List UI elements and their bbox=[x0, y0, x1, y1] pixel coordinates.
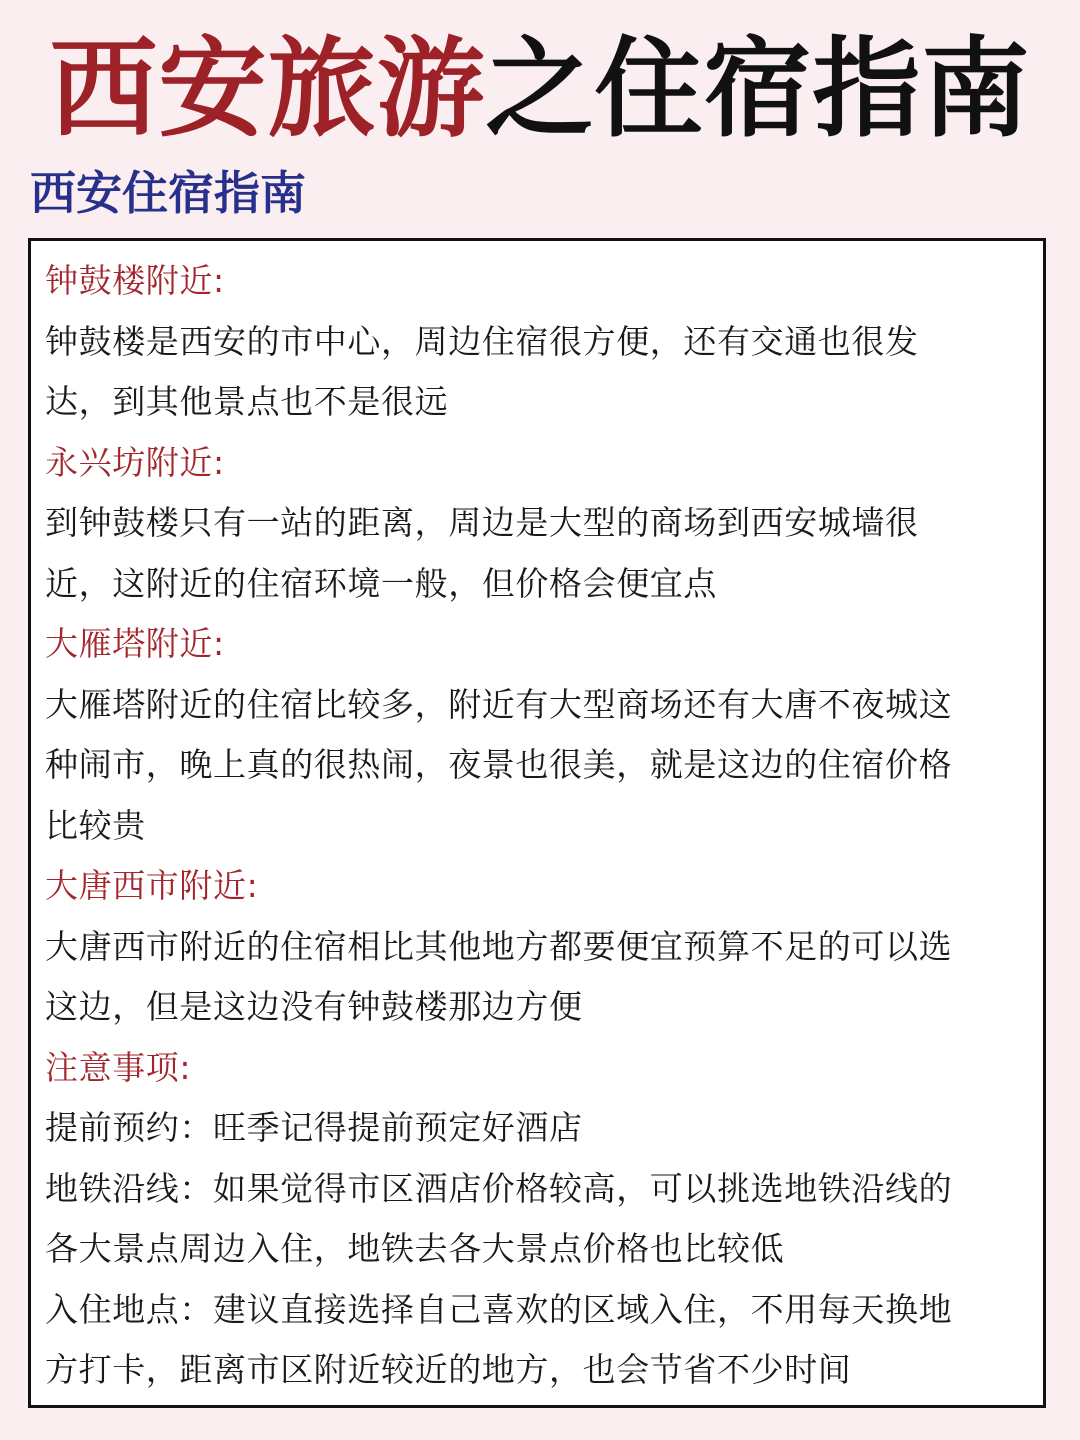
body-text-line: 提前预约：旺季记得提前预定好酒店 bbox=[45, 1108, 583, 1147]
body-text-line: 方打卡，距离市区附近较近的地方，也会节省不少时间 bbox=[45, 1350, 852, 1389]
body-text-line: 这边，但是这边没有钟鼓楼那边方便 bbox=[45, 987, 583, 1026]
body-text-line: 种闹市，晚上真的很热闹，夜景也很美，就是这边的住宿价格 bbox=[45, 745, 953, 784]
body-text-line: 到钟鼓楼只有一站的距离，周边是大型的商场到西安城墙很 bbox=[45, 503, 919, 542]
body-text-line: 钟鼓楼是西安的市中心，周边住宿很方便，还有交通也很发 bbox=[45, 321, 919, 361]
page-title bbox=[0, 22, 1080, 158]
section-heading-zhonggulou: 钟鼓楼附近: bbox=[45, 261, 225, 300]
body-text-line: 地铁沿线：如果觉得市区酒店价格较高，可以挑选地铁沿线的 bbox=[45, 1168, 953, 1208]
body-text-line: 比较贵 bbox=[45, 805, 146, 845]
content-box bbox=[28, 238, 1046, 1408]
page-title-highlight: 西安旅游 bbox=[49, 27, 486, 152]
body-text-line: 大雁塔附近的住宿比较多，附近有大型商场还有大唐不夜城这 bbox=[45, 684, 953, 724]
section-heading-yongxingfang: 永兴坊附近: bbox=[45, 442, 225, 482]
page-title-rest: 之住宿指南 bbox=[485, 27, 1031, 152]
section-subtitle: 西安住宿指南 bbox=[30, 166, 306, 220]
body-text-line: 近，这附近的住宿环境一般，但价格会便宜点 bbox=[45, 563, 717, 603]
body-text-line: 大唐西市附近的住宿相比其他地方都要便宜预算不足的可以选 bbox=[45, 926, 953, 966]
body-text-line: 达，到其他景点也不是很远 bbox=[45, 382, 449, 421]
section-heading-dayanta: 大雁塔附近: bbox=[45, 624, 225, 663]
body-text-line: 入住地点：建议直接选择自己喜欢的区域入住，不用每天换地 bbox=[45, 1289, 953, 1329]
section-heading-datangxishi: 大唐西市附近: bbox=[45, 866, 259, 905]
section-heading-notes: 注意事项: bbox=[45, 1047, 192, 1087]
body-text-line: 各大景点周边入住，地铁去各大景点价格也比较低 bbox=[45, 1229, 785, 1268]
